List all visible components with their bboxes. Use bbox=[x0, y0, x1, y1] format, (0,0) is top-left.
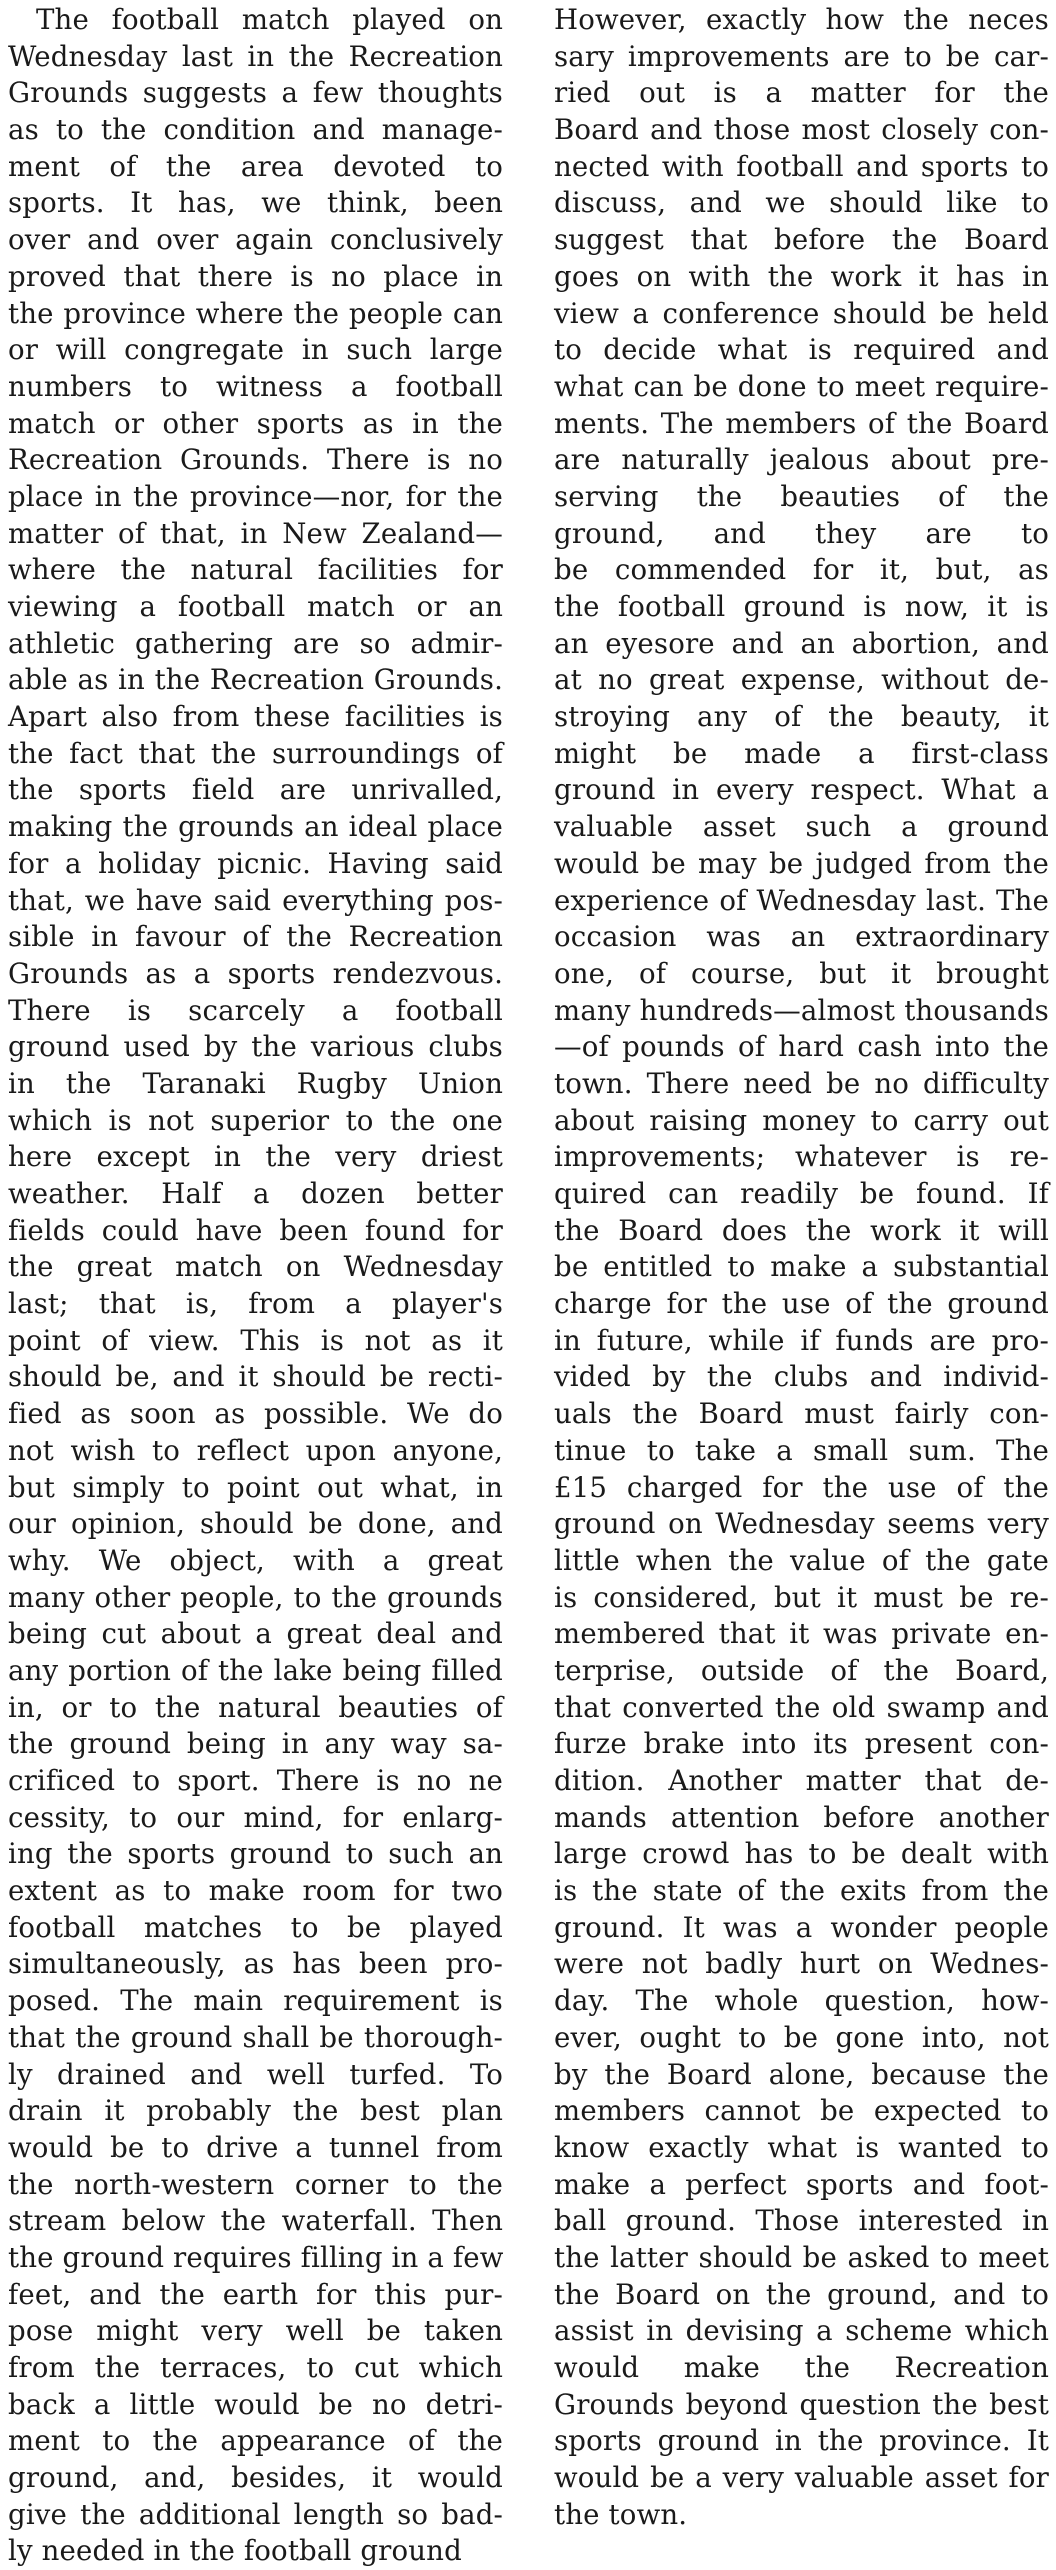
text-line: ground in every respect. What a bbox=[554, 773, 1049, 807]
text-line: valuable asset such a ground bbox=[554, 810, 1049, 844]
text-line: might be made a first-class bbox=[554, 736, 1049, 770]
text-line: ground, and they are to bbox=[554, 516, 1049, 550]
right-column bbox=[554, 2, 1049, 2533]
text-line: making the grounds an ideal place bbox=[8, 810, 503, 844]
text-line: ment of the area devoted to bbox=[8, 149, 503, 183]
text-line: be entitled to make a substantial bbox=[554, 1250, 1049, 1284]
text-line: assist in devising a scheme which bbox=[554, 2314, 1049, 2348]
text-line: serving the beauties of the bbox=[554, 479, 1049, 513]
text-line: terprise, outside of the Board, bbox=[554, 1653, 1049, 1687]
text-line: are naturally jealous about pre- bbox=[554, 443, 1049, 477]
text-line: mands attention before another bbox=[554, 1800, 1049, 1834]
text-line: the latter should be asked to meet bbox=[554, 2240, 1049, 2274]
text-line: being cut about a great deal and bbox=[8, 1617, 503, 1651]
text-line: proved that there is no place in bbox=[8, 259, 503, 293]
text-line: many hundreds—almost thousands bbox=[554, 993, 1049, 1027]
text-line: ments. The members of the Board bbox=[554, 406, 1049, 440]
text-line: the north-western corner to the bbox=[8, 2167, 503, 2201]
text-line: would make the Recreation bbox=[554, 2351, 1049, 2384]
text-line: sports. It has, we think, been bbox=[8, 186, 503, 220]
text-line: able as in the Recreation Grounds. bbox=[8, 663, 503, 697]
text-line: sary improvements are to be car- bbox=[554, 39, 1049, 73]
text-line: any portion of the lake being filled bbox=[8, 1653, 503, 1687]
text-line: football matches to be played bbox=[8, 1910, 503, 1944]
text-line: make a perfect sports and foot- bbox=[554, 2167, 1049, 2201]
text-line: tinue to take a small sum. The bbox=[554, 1433, 1049, 1467]
text-line: view a conference should be held bbox=[554, 296, 1049, 330]
text-line: The football match played on bbox=[36, 3, 503, 36]
text-line: back a little would be no detri- bbox=[8, 2387, 503, 2421]
text-line: ground, and, besides, it would bbox=[8, 2461, 503, 2495]
text-line: in, or to the natural beauties of bbox=[8, 1690, 503, 1724]
text-line: extent as to make room for two bbox=[8, 1874, 503, 1908]
text-line: Grounds beyond question the best bbox=[554, 2387, 1049, 2421]
text-line: little when the value of the gate bbox=[554, 1543, 1049, 1577]
text-line: that converted the old swamp and bbox=[554, 1690, 1049, 1724]
text-line: is considered, but it must be re- bbox=[554, 1580, 1049, 1614]
text-line: our opinion, should be done, and bbox=[8, 1507, 503, 1541]
text-line: from the terraces, to cut which bbox=[8, 2351, 503, 2384]
text-line: drain it probably the best plan bbox=[8, 2094, 503, 2128]
text-line: in the Taranaki Rugby Union bbox=[8, 1066, 503, 1100]
text-line: ground on Wednesday seems very bbox=[554, 1507, 1049, 1541]
text-line: by the Board alone, because the bbox=[554, 2057, 1049, 2091]
text-line: improvements; whatever is re- bbox=[554, 1140, 1049, 1174]
text-line: ever, ought to be gone into, not bbox=[554, 2020, 1049, 2054]
text-line: be commended for it, but, as bbox=[554, 553, 1049, 587]
text-line: fied as soon as possible. We do bbox=[8, 1397, 503, 1431]
text-line: ground. It was a wonder people bbox=[554, 1910, 1049, 1944]
text-line: crificed to sport. There is no ne bbox=[8, 1764, 503, 1797]
text-line: the football ground is now, it is bbox=[554, 590, 1049, 623]
text-line: should be, and it should be recti- bbox=[8, 1360, 503, 1394]
text-line: which is not superior to the one bbox=[8, 1103, 503, 1137]
text-line: not wish to reflect upon anyone, bbox=[8, 1433, 503, 1467]
text-line: many other people, to the grounds bbox=[8, 1580, 503, 1614]
text-line: weather. Half a dozen better bbox=[8, 1177, 503, 1210]
text-line: or will congregate in such large bbox=[8, 333, 503, 367]
text-line: feet, and the earth for this pur- bbox=[8, 2277, 503, 2311]
text-line: the Board on the ground, and to bbox=[554, 2277, 1049, 2311]
text-line: the ground being in any way sa- bbox=[8, 1727, 503, 1761]
text-line: goes on with the work it has in bbox=[554, 259, 1049, 293]
text-line: is the state of the exits from the bbox=[554, 1874, 1049, 1908]
text-line: However, exactly how the neces bbox=[554, 3, 1049, 36]
text-line: members cannot be expected to bbox=[554, 2094, 1049, 2128]
text-line: would be a very valuable asset for bbox=[554, 2461, 1049, 2495]
text-line: quired can readily be found. If bbox=[554, 1177, 1049, 1210]
text-line: over and over again conclusively bbox=[8, 223, 503, 257]
text-line: cessity, to our mind, for enlarg- bbox=[8, 1800, 503, 1834]
text-line: day. The whole question, how- bbox=[554, 1984, 1049, 2018]
text-line: —of pounds of hard cash into the bbox=[554, 1030, 1049, 1064]
text-line: ly drained and well turfed. To bbox=[8, 2057, 503, 2091]
text-line: furze brake into its present con- bbox=[554, 1727, 1049, 1761]
text-line: Wednesday last in the Recreation bbox=[8, 39, 503, 73]
text-line: numbers to witness a football bbox=[8, 369, 503, 403]
text-line: where the natural facilities for bbox=[8, 553, 503, 587]
text-line: were not badly hurt on Wednes- bbox=[554, 1947, 1049, 1981]
text-line: fields could have been found for bbox=[8, 1213, 503, 1247]
text-line: sible in favour of the Recreation bbox=[8, 920, 503, 954]
text-line: stroying any of the beauty, it bbox=[554, 700, 1049, 734]
text-line: Grounds as a sports rendezvous. bbox=[8, 956, 503, 990]
text-line: point of view. This is not as it bbox=[8, 1323, 503, 1357]
text-line: the town. bbox=[554, 2497, 688, 2531]
text-line: the fact that the surroundings of bbox=[8, 736, 503, 770]
text-line: as to the condition and manage- bbox=[8, 113, 503, 147]
text-line: matter of that, in New Zealand— bbox=[8, 516, 503, 550]
text-line: large crowd has to be dealt with bbox=[554, 1837, 1049, 1871]
text-line: Apart also from these facilities is bbox=[8, 700, 503, 734]
text-line: the Board does the work it will bbox=[554, 1213, 1049, 1247]
text-line: nected with football and sports to bbox=[554, 149, 1049, 183]
text-line: that the ground shall be thorough- bbox=[8, 2020, 503, 2054]
left-column bbox=[8, 2, 503, 2570]
text-line: here except in the very driest bbox=[8, 1140, 503, 1174]
text-line: to decide what is required and bbox=[554, 333, 1049, 367]
text-line: simultaneously, as has been pro- bbox=[8, 1947, 503, 1981]
text-line: ried out is a matter for the bbox=[554, 76, 1049, 110]
text-line: posed. The main requirement is bbox=[8, 1984, 503, 2018]
text-line: give the additional length so bad- bbox=[8, 2497, 503, 2531]
text-line: for a holiday picnic. Having said bbox=[8, 846, 503, 880]
text-line: stream below the waterfall. Then bbox=[8, 2204, 503, 2238]
text-line: There is scarcely a football bbox=[8, 993, 503, 1027]
text-line: an eyesore and an abortion, and bbox=[554, 626, 1049, 660]
text-line: viewing a football match or an bbox=[8, 590, 503, 623]
text-line: vided by the clubs and individ- bbox=[554, 1360, 1049, 1394]
text-line: ing the sports ground to such an bbox=[8, 1837, 503, 1871]
text-line: experience of Wednesday last. The bbox=[554, 883, 1049, 917]
text-line: why. We object, with a great bbox=[8, 1543, 503, 1577]
text-line: one, of course, but it brought bbox=[554, 956, 1049, 990]
text-line: would be to drive a tunnel from bbox=[8, 2130, 503, 2164]
text-line: sports ground in the province. It bbox=[554, 2424, 1049, 2458]
text-line: Board and those most closely con- bbox=[554, 113, 1049, 147]
text-line: athletic gathering are so admir- bbox=[8, 626, 503, 660]
text-line: the sports field are unrivalled, bbox=[8, 773, 503, 807]
text-line: uals the Board must fairly con- bbox=[554, 1397, 1049, 1431]
text-line: discuss, and we should like to bbox=[554, 186, 1049, 220]
text-line: suggest that before the Board bbox=[554, 223, 1049, 257]
text-line: the ground requires filling in a few bbox=[8, 2240, 504, 2274]
text-line: at no great expense, without de- bbox=[554, 663, 1049, 697]
text-line: ly needed in the football ground bbox=[8, 2534, 462, 2568]
text-line: ball ground. Those interested in bbox=[554, 2204, 1049, 2238]
text-line: but simply to point out what, in bbox=[8, 1470, 503, 1504]
text-line: dition. Another matter that de- bbox=[554, 1764, 1049, 1797]
text-line: £15 charged for the use of the bbox=[554, 1470, 1049, 1504]
text-line: ment to the appearance of the bbox=[8, 2424, 503, 2458]
text-line: charge for the use of the ground bbox=[554, 1287, 1049, 1321]
text-line: membered that it was private en- bbox=[554, 1617, 1049, 1651]
text-line: the great match on Wednesday bbox=[8, 1250, 503, 1284]
text-line: last; that is, from a player's bbox=[8, 1287, 503, 1321]
text-line: town. There need be no difficulty bbox=[554, 1066, 1049, 1100]
text-line: about raising money to carry out bbox=[554, 1103, 1049, 1137]
text-line: Recreation Grounds. There is no bbox=[8, 443, 503, 477]
text-line: in future, while if funds are pro- bbox=[554, 1323, 1049, 1357]
text-line: ground used by the various clubs bbox=[8, 1030, 503, 1064]
text-line: occasion was an extraordinary bbox=[554, 920, 1049, 954]
text-line: match or other sports as in the bbox=[8, 406, 503, 440]
text-line: that, we have said everything pos- bbox=[8, 883, 503, 917]
text-line: the province where the people can bbox=[8, 296, 503, 330]
text-line: what can be done to meet require- bbox=[554, 369, 1049, 403]
text-line: would be may be judged from the bbox=[554, 846, 1049, 880]
text-line: place in the province—nor, for the bbox=[8, 479, 503, 513]
text-line: know exactly what is wanted to bbox=[554, 2130, 1049, 2164]
text-line: pose might very well be taken bbox=[8, 2314, 503, 2348]
text-line: Grounds suggests a few thoughts bbox=[8, 76, 503, 110]
